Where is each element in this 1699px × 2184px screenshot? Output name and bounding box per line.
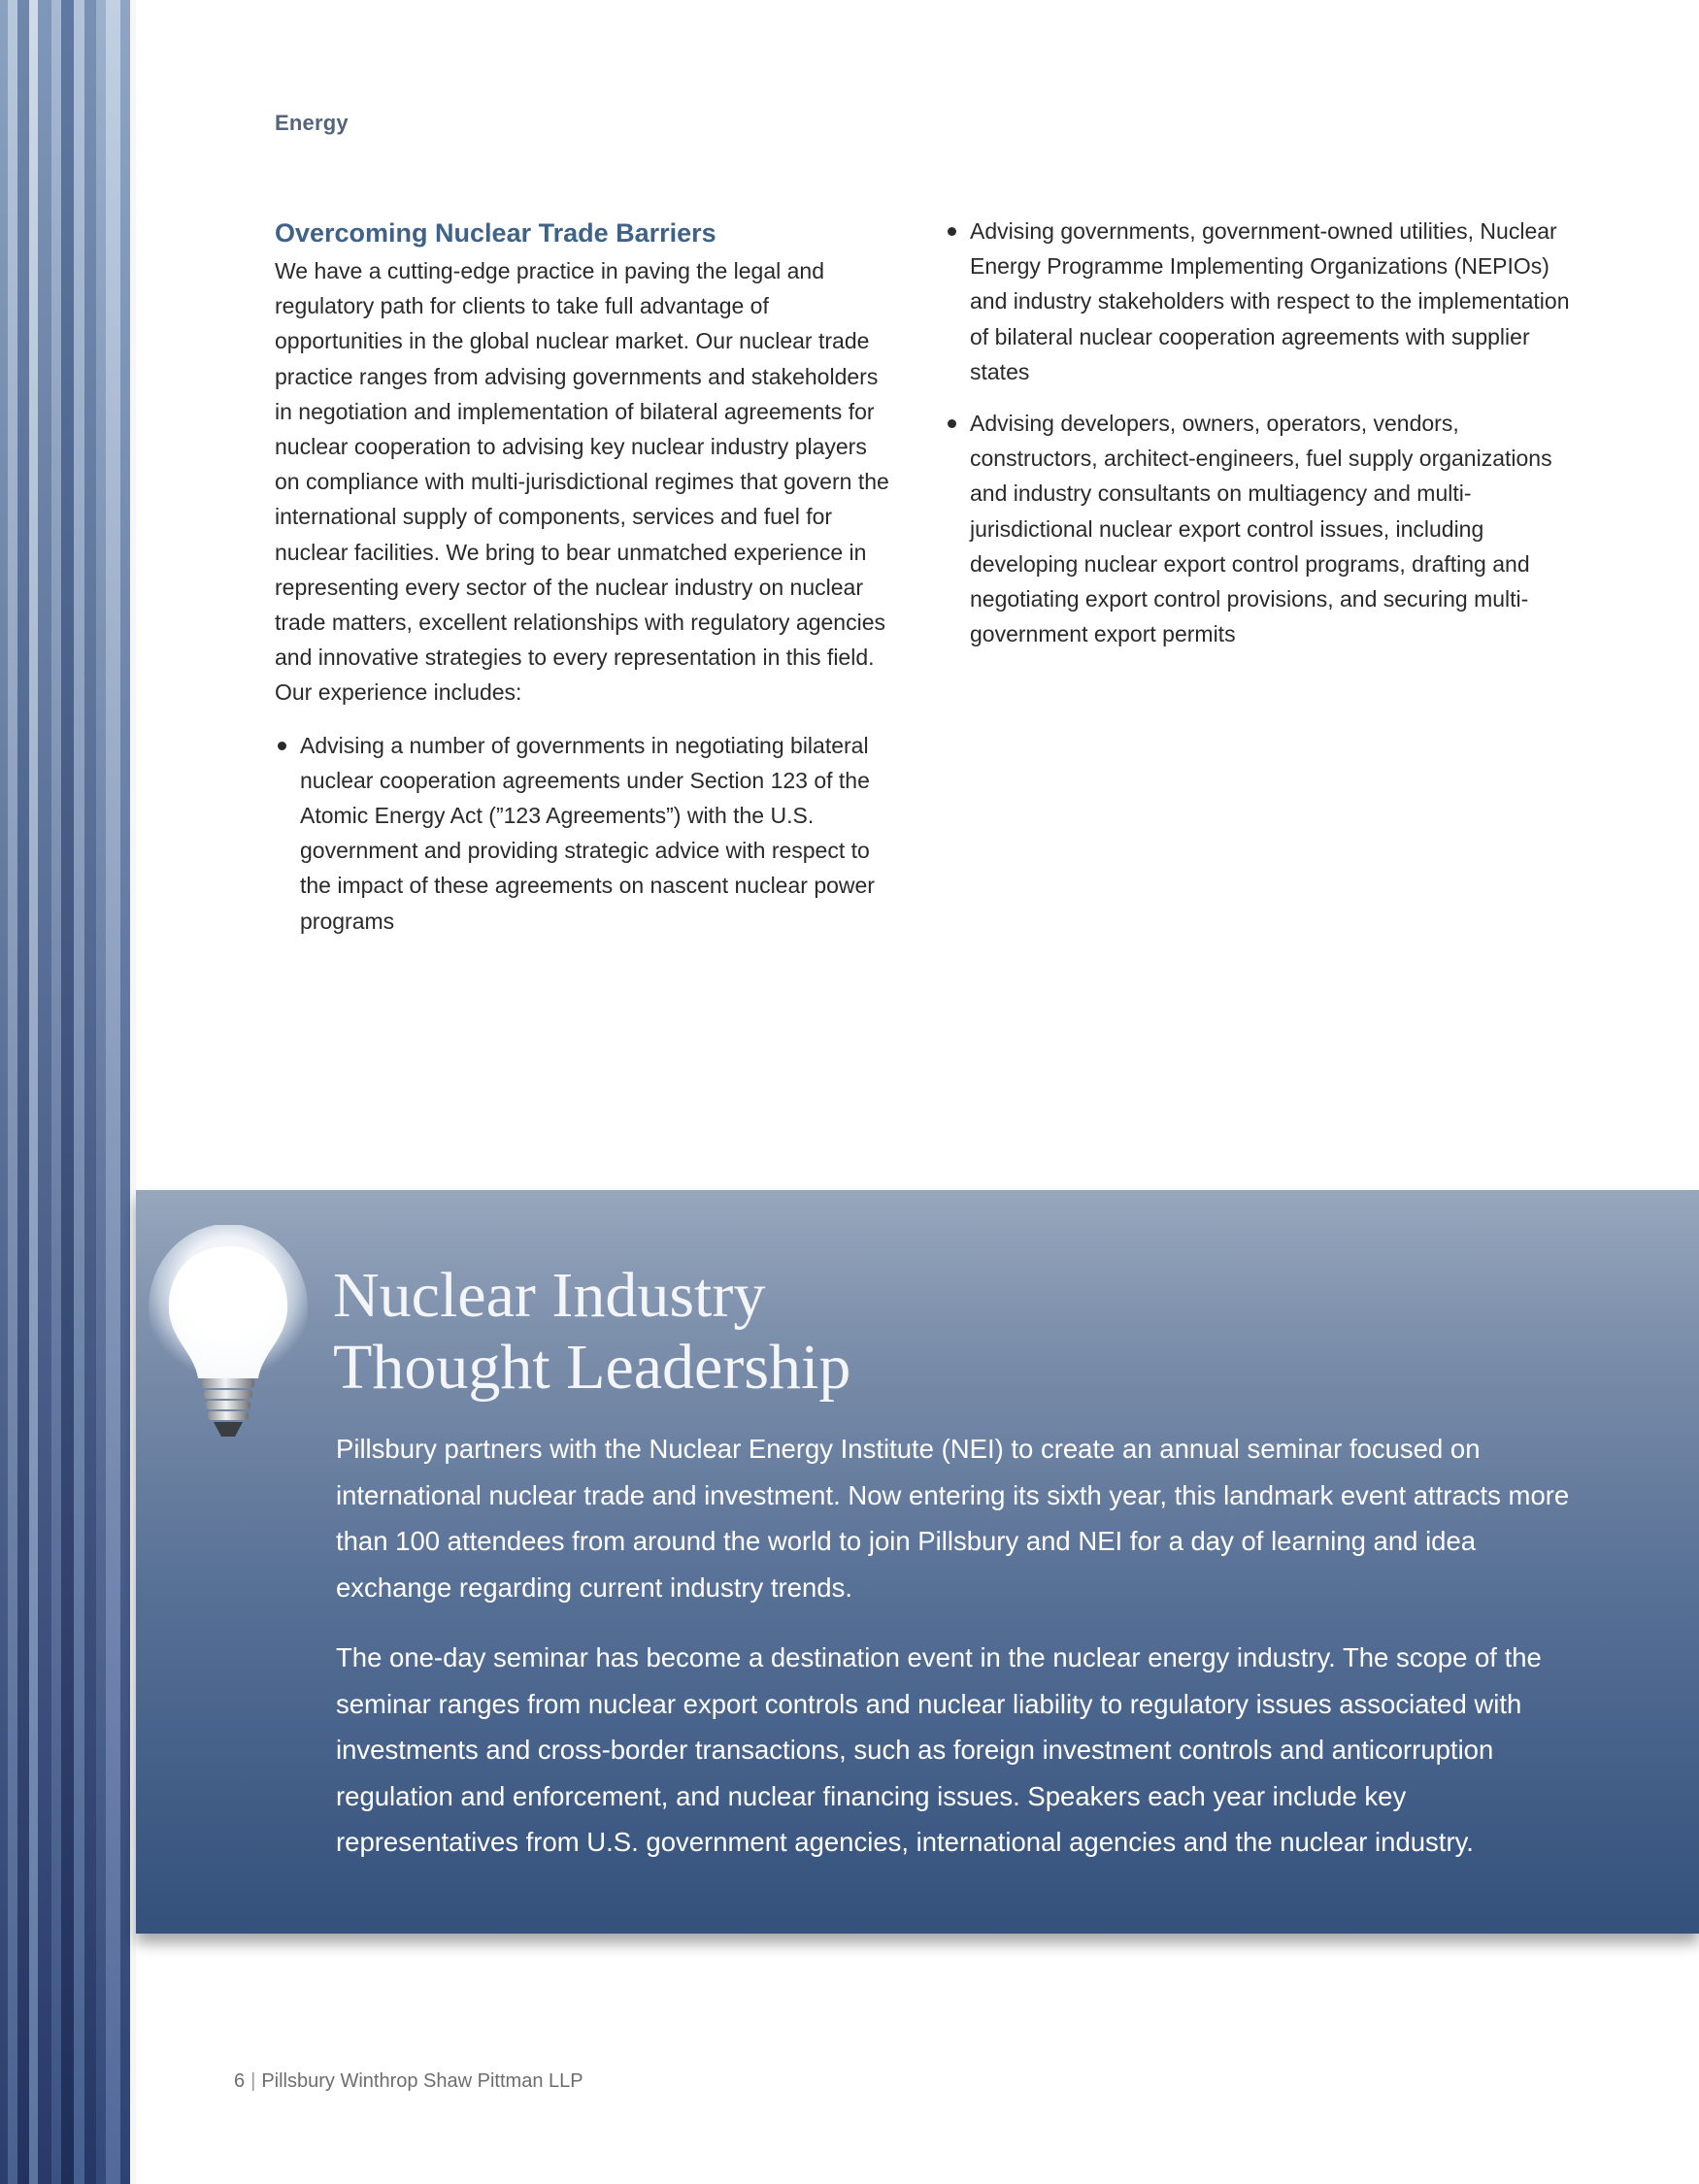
page-footer <box>234 2070 583 2093</box>
section-label: Energy <box>275 111 349 135</box>
feature-paragraph-2: The one-day seminar has become a destination event in the nuclear energy industry. The scope of the seminar ranges from nuclear export controls and nuclear liability to regulatory issues associated with investments and cross-border transactions, such as foreign investment controls and anticorruption regulation and enforcement, and nuclear financing issues. Speakers each year include key representatives from U.S. government agencies, international agencies and the nuclear industry. <box>336 1642 1542 1857</box>
article-heading: Overcoming Nuclear Trade Barriers <box>275 218 716 248</box>
list-item <box>275 728 896 939</box>
list-item-text: Advising developers, owners, operators, vendors, constructors, architect-engineers, fuel supply organizations and industry consultants on multiagency and multi-jurisdictional nuclear export control issues, including developing nuclear export control programs, drafting and negotiating export control provisions, and securing multi-government export permits <box>970 411 1552 647</box>
experience-list-left <box>275 728 896 939</box>
footer-divider: | <box>250 2070 256 2092</box>
page-number: 6 <box>234 2070 246 2092</box>
feature-title-line-2: Thought Leadership <box>333 1332 851 1403</box>
bullet-icon <box>948 227 956 236</box>
light-bulb-icon <box>146 1225 311 1453</box>
feature-paragraph-1: Pillsbury partners with the Nuclear Energy Institute (NEI) to create an annual seminar focused on international nuclear trade and investment. Now entering its sixth year, this landmark event attracts more than 100 attendees from around the world to join Pillsbury and NEI for a day of learning and idea exchange regarding current industry trends. <box>336 1434 1570 1603</box>
decorative-stripes <box>0 0 136 2184</box>
feature-title-line-1: Nuclear Industry <box>333 1260 766 1331</box>
right-column <box>945 214 1576 668</box>
article-intro: We have a cutting-edge practice in paving the legal and regulatory path for clients to take full advantage of opportunities in the global nuclear market. Our nuclear trade practice ranges from advising governments and stakeholders in negotiation and implementation of bilateral agreements for nuclear cooperation to advising key nuclear industry players on compliance with multi-jurisdictional regimes that govern the international supply of components, services and fuel for nuclear facilities. We bring to bear unmatched experience in representing every sector of the nuclear industry on nuclear trade matters, excellent relationships with regulatory agencies and innovative strategies to every representation in this field. Our experience includes: <box>275 258 889 706</box>
left-column <box>275 215 896 955</box>
bullet-icon <box>948 419 956 428</box>
experience-list-right <box>945 214 1576 651</box>
list-item-text: Advising governments, government-owned utilities, Nuclear Energy Programme Implementing Organizations (NEPIOs) and industry stakeholders with respect to the implementation of bilateral nuclear cooperation agreements with supplier states <box>970 218 1570 384</box>
bullet-icon <box>278 742 286 750</box>
list-item <box>945 214 1576 389</box>
list-item-text: Advising a number of governments in negotiating bilateral nuclear cooperation agreements under Section 123 of the Atomic Energy Act (”123 Agreements”) with the U.S. government and providing strategic advice with respect to the impact of these agreements on nascent nuclear power programs <box>300 732 875 934</box>
feature-title <box>333 1260 850 1404</box>
firm-name: Pillsbury Winthrop Shaw Pittman LLP <box>261 2070 583 2092</box>
list-item <box>945 406 1576 651</box>
